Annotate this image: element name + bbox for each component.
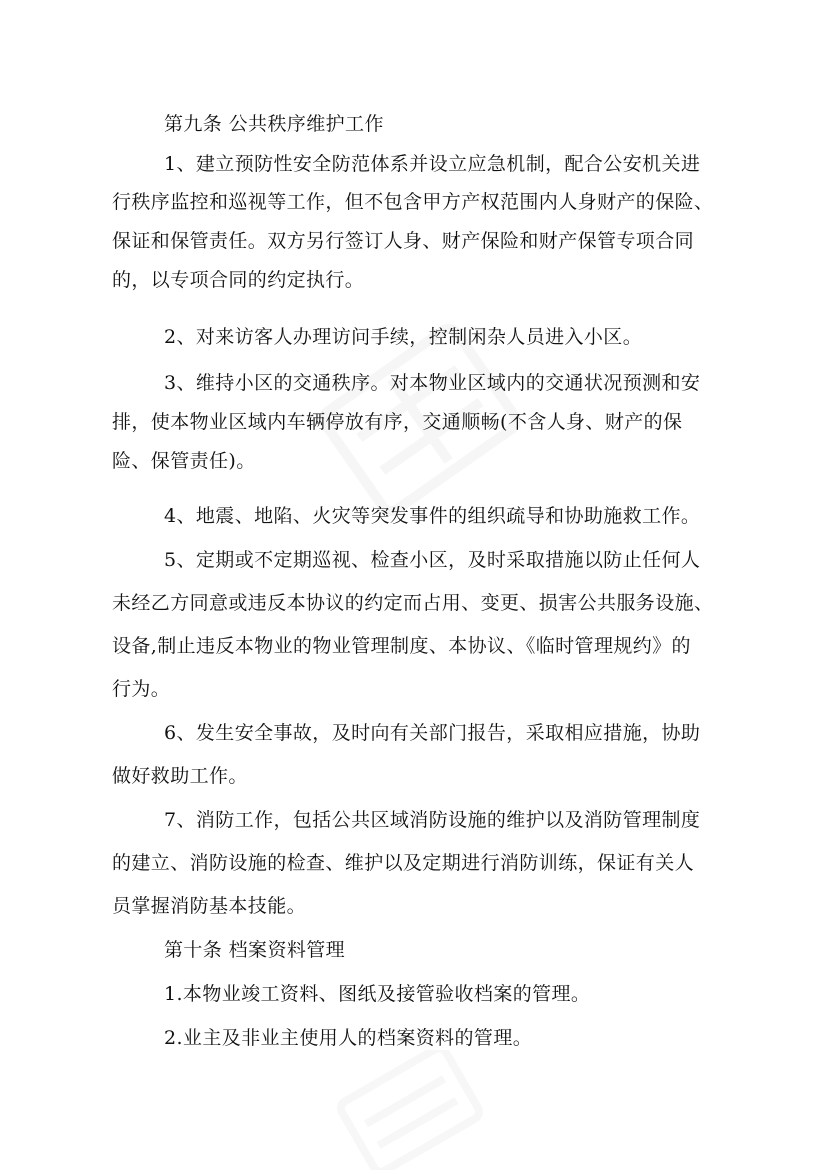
paragraph-line: 排，使本物业区域内车辆停放有序，交通顺畅(不含人身、财产的保 [112, 411, 683, 433]
paragraph-line: 5、定期或不定期巡视、检查小区，及时采取措施以防止任何人 [164, 549, 701, 571]
paragraph-line: 做好救助工作。 [112, 765, 248, 787]
paragraph-line: 员掌握消防基本技能。 [112, 895, 307, 917]
paragraph-line: 2.业主及非业主使用人的档案资料的管理。 [164, 1027, 533, 1049]
paragraph-line: 1.本物业竣工资料、图纸及接管验收档案的管理。 [164, 983, 591, 1005]
watermark-seal-icon-bottom [320, 1050, 500, 1170]
paragraph-line: 3、维持小区的交通秩序。对本物业区域内的交通状况预测和安 [164, 372, 701, 394]
paragraph-line: 保证和保管责任。双方另行签订人身、财产保险和财产保管专项合同 [112, 230, 695, 252]
paragraph-line: 6、发生安全事故，及时向有关部门报告，采取相应措施，协助 [164, 722, 701, 744]
paragraph-line: 的建立、消防设施的检查、维护以及定期进行消防训练，保证有关人 [112, 852, 695, 874]
paragraph-line: 1、建立预防性安全防范体系并设立应急机制，配合公安机关进 [164, 153, 701, 175]
paragraph-line: 行为。 [112, 678, 171, 700]
paragraph-line: 险、保管责任)。 [112, 450, 256, 472]
paragraph-line: 设备,制止违反本物业的物业管理制度、本协议、《临时管理规约》的 [112, 635, 691, 657]
section-heading-10: 第十条 档案资料管理 [164, 939, 346, 961]
paragraph-line: 2、对来访客人办理访问手续，控制闲杂人员进入小区。 [164, 326, 643, 348]
paragraph-line: 4、地震、地陷、火灾等突发事件的组织疏导和协助施救工作。 [164, 505, 701, 527]
section-heading-9: 第九条 公共秩序维护工作 [164, 113, 384, 135]
paragraph-line: 7、消防工作，包括公共区域消防设施的维护以及消防管理制度 [164, 809, 701, 831]
paragraph-line: 行秩序监控和巡视等工作，但不包含甲方产权范围内人身财产的保险、 [112, 191, 714, 213]
paragraph-line: 未经乙方同意或违反本协议的约定而占用、变更、损害公共服务设施、 [112, 592, 714, 614]
paragraph-line: 的，以专项合同的约定执行。 [112, 269, 365, 291]
